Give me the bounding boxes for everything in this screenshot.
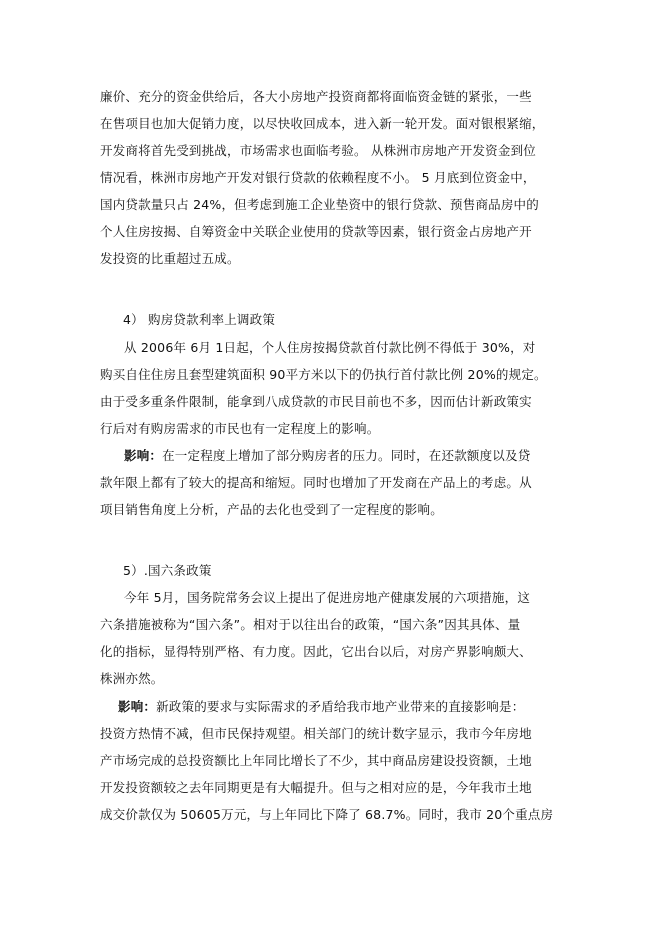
paragraph-line: 个人住房按揭、自筹资金中关联企业使用的贷款等因素，银行资金占房地产开 [100,224,532,239]
paragraph-line: 情况看，株洲市房地产开发对银行贷款的依赖程度不小。 5 月底到位资金中， [100,170,536,185]
impact-label: 影响： [118,699,157,714]
paragraph-line: 廉价、充分的资金供给后，各大小房地产投资商都将面临资金链的紧张，一些 [100,89,532,104]
paragraph-line: 投资方热情不减，但市民保持观望。相关部门的统计数字显示，我市今年房地 [100,726,532,741]
paragraph-line: 化的指标，显得特别严格、有力度。因此，它出台以后，对房产界影响颇大、 [100,644,532,659]
paragraph-line: 开发投资额较之去年同期更是有大幅提升。但与之相对应的是，今年我市土地 [100,780,532,795]
paragraph-line: 产市场完成的总投资额比上年同比增长了不少，其中商品房建设投资额，土地 [100,753,532,768]
paragraph-line: 从 2006年 6月 1日起，个人住房按揭贷款首付款比例不得低于 30%，对 [124,340,536,355]
paragraph-line: 六条措施被称为“国六条”。相对于以往出台的政策，“国六条”因其具体、量 [100,617,521,632]
impact-text: 在一定程度上增加了部分购房者的压力。同时，在还款额度以及贷 [162,448,531,463]
paragraph-line: 购买自住住房且套型建筑面积 90平方米以下的仍执行首付款比例 20%的规定。 [100,367,547,382]
paragraph-line: 今年 5月，国务院常务会议上提出了促进房地产健康发展的六项措施，这 [124,590,531,605]
impact-text: 新政策的要求与实际需求的矛盾给我市地产业带来的直接影响是： [156,699,525,714]
paragraph-line: 发投资的比重超过五成。 [100,251,240,266]
paragraph-line: 款年限上都有了较大的提高和缩短。同时也增加了开发商在产品上的考虑。从 [100,475,532,490]
paragraph-line: 项目销售角度上分析，产品的去化也受到了一定程度的影响。 [100,502,443,517]
impact-label: 影响： [124,448,163,463]
section-heading-5: 5）.国六条政策 [123,563,212,578]
paragraph-line: 由于受多重条件限制，能拿到八成贷款的市民目前也不多，因而估计新政策实 [100,394,532,409]
impact-line [124,447,594,465]
paragraph-line: 在售项目也加大促销力度，以尽快收回成本，进入新一轮开发。面对银根紧缩， [100,116,545,131]
impact-line [118,698,588,716]
paragraph-line: 开发商将首先受到挑战，市场需求也面临考验。 从株洲市房地产开发资金到位 [100,143,536,158]
section-heading-4: 4） 购房贷款利率上调政策 [123,312,276,327]
paragraph-line: 株洲亦然。 [100,671,164,686]
paragraph-line: 国内贷款量只占 24%，但考虑到施工企业垫资中的银行贷款、预售商品房中的 [100,197,539,212]
paragraph-line: 成交价款仅为 50605万元，与上年同比下降了 68.7%。同时，我市 20个重点房 [100,807,554,822]
paragraph-line: 行后对有购房需求的市民也有一定程度上的影响。 [100,421,380,436]
